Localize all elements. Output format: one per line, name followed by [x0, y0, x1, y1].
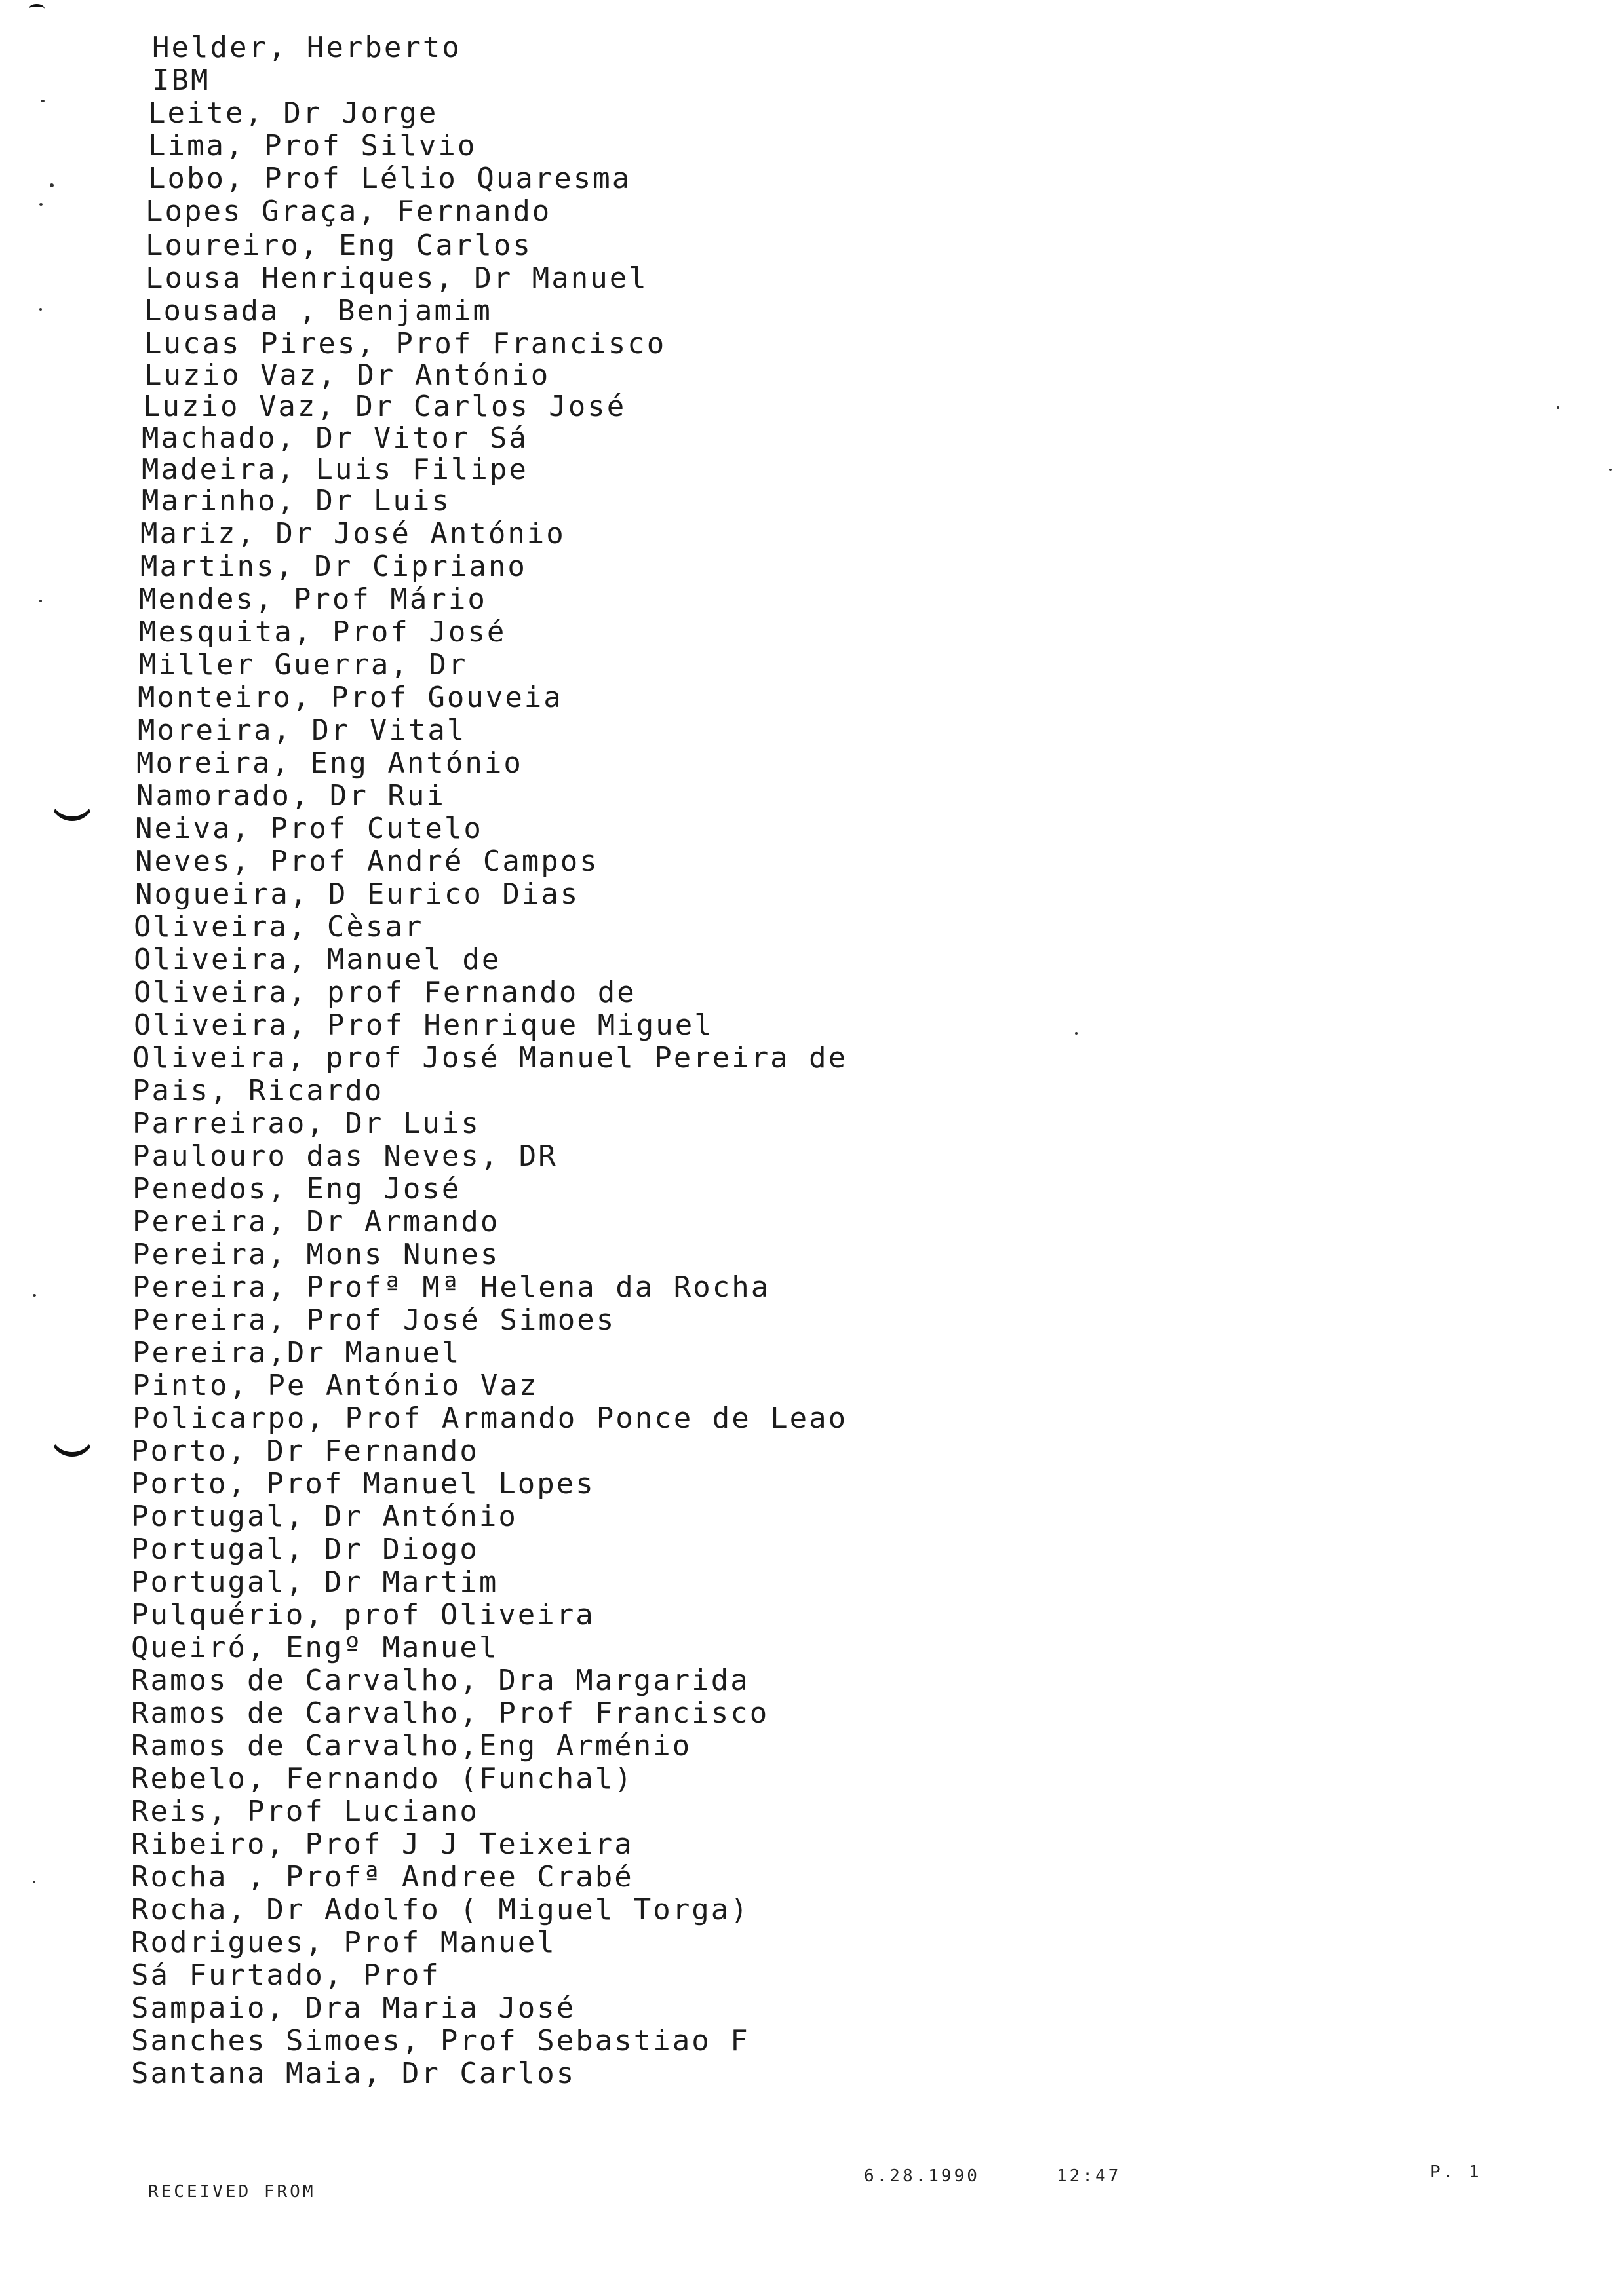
list-item: Sampaio, Dra Maria José — [131, 1991, 576, 2025]
list-item: Pereira, Mons Nunes — [132, 1238, 500, 1271]
list-item: Pinto, Pe António Vaz — [132, 1369, 539, 1402]
list-item: Oliveira, Manuel de — [134, 943, 501, 976]
list-item: Luzio Vaz, Dr António — [144, 358, 551, 392]
fax-received-from: RECEIVED FROM — [148, 2182, 316, 2202]
list-item: Pereira,Dr Manuel — [132, 1336, 461, 1369]
list-item: Miller Guerra, Dr — [139, 648, 468, 681]
list-item: Mariz, Dr José António — [140, 517, 566, 550]
list-item: Sá Furtado, Prof — [131, 1959, 440, 1992]
list-item: Oliveira, Prof Henrique Miguel — [134, 1008, 714, 1042]
list-item: Mesquita, Prof José — [139, 615, 507, 649]
list-item: Martins, Dr Cipriano — [140, 550, 527, 583]
list-item: Queiró, Engº Manuel — [131, 1631, 499, 1664]
list-item: Monteiro, Prof Gouveia — [138, 681, 563, 714]
list-item: Ramos de Carvalho, Dra Margarida — [131, 1664, 750, 1697]
list-item: Luzio Vaz, Dr Carlos José — [143, 390, 627, 423]
list-item: Lima, Prof Silvio — [148, 129, 477, 163]
list-item: Portugal, Dr António — [131, 1500, 518, 1533]
list-item: Oliveira, Cèsar — [134, 910, 424, 944]
list-item: Nogueira, D Eurico Dias — [135, 877, 580, 911]
list-item: Ramos de Carvalho, Prof Francisco — [131, 1696, 769, 1730]
list-item: Sanches Simoes, Prof Sebastiao F — [131, 2024, 750, 2057]
list-item: Mendes, Prof Mário — [139, 583, 487, 616]
list-item: Rodrigues, Prof Manuel — [131, 1926, 556, 1959]
list-item: Lopes Graça, Fernando — [146, 195, 552, 228]
list-item: Reis, Prof Luciano — [131, 1795, 479, 1828]
list-item: Loureiro, Eng Carlos — [146, 229, 532, 262]
list-item: Santana Maia, Dr Carlos — [131, 2057, 576, 2090]
list-item: Paulouro das Neves, DR — [132, 1139, 558, 1173]
list-item: Rocha , Profª Andree Crabé — [131, 1860, 634, 1894]
list-item: Oliveira, prof José Manuel Pereira de — [132, 1041, 848, 1075]
list-item: Lobo, Prof Lélio Quaresma — [148, 162, 632, 195]
list-item: Porto, Dr Fernando — [131, 1434, 479, 1468]
fax-page-number: P. 1 — [1430, 2162, 1482, 2182]
list-item: Leite, Dr Jorge — [148, 96, 438, 130]
list-item: Penedos, Eng José — [132, 1172, 461, 1206]
list-item: Madeira, Luis Filipe — [142, 453, 528, 486]
list-item: Ramos de Carvalho,Eng Arménio — [131, 1729, 692, 1763]
list-item: Moreira, Dr Vital — [138, 714, 467, 747]
list-item: Parreirao, Dr Luis — [132, 1107, 480, 1140]
list-item: Pereira, Dr Armando — [132, 1205, 500, 1238]
list-item: Marinho, Dr Luis — [142, 484, 451, 518]
list-item: Rocha, Dr Adolfo ( Miguel Torga) — [131, 1893, 750, 1926]
list-item: Oliveira, prof Fernando de — [134, 976, 636, 1009]
list-item: Moreira, Eng António — [136, 746, 523, 780]
list-item: Ribeiro, Prof J J Teixeira — [131, 1827, 634, 1861]
list-item: Pulquério, prof Oliveira — [131, 1598, 595, 1632]
list-item: Policarpo, Prof Armando Ponce de Leao — [132, 1402, 848, 1435]
fax-time: 12:47 — [1057, 2166, 1121, 2186]
list-item: Rebelo, Fernando (Funchal) — [131, 1762, 634, 1795]
list-item: Helder, Herberto — [152, 31, 461, 64]
fax-date: 6.28.1990 — [864, 2166, 980, 2186]
list-item: Pais, Ricardo — [132, 1074, 384, 1107]
list-item: Neiva, Prof Cutelo — [135, 812, 483, 845]
list-item: Pereira, Profª Mª Helena da Rocha — [132, 1271, 771, 1304]
list-item: Namorado, Dr Rui — [136, 779, 446, 813]
list-item: Lucas Pires, Prof Francisco — [144, 327, 667, 360]
list-item: Machado, Dr Vitor Sá — [142, 421, 528, 455]
list-item: Lousada , Benjamim — [144, 294, 492, 328]
list-item: Porto, Prof Manuel Lopes — [131, 1467, 595, 1501]
list-item: Portugal, Dr Diogo — [131, 1533, 479, 1566]
list-item: Lousa Henriques, Dr Manuel — [146, 261, 648, 295]
list-item: Pereira, Prof José Simoes — [132, 1303, 616, 1337]
list-item: IBM — [152, 64, 210, 97]
list-item: Neves, Prof André Campos — [135, 845, 599, 878]
list-item: Portugal, Dr Martim — [131, 1565, 499, 1599]
